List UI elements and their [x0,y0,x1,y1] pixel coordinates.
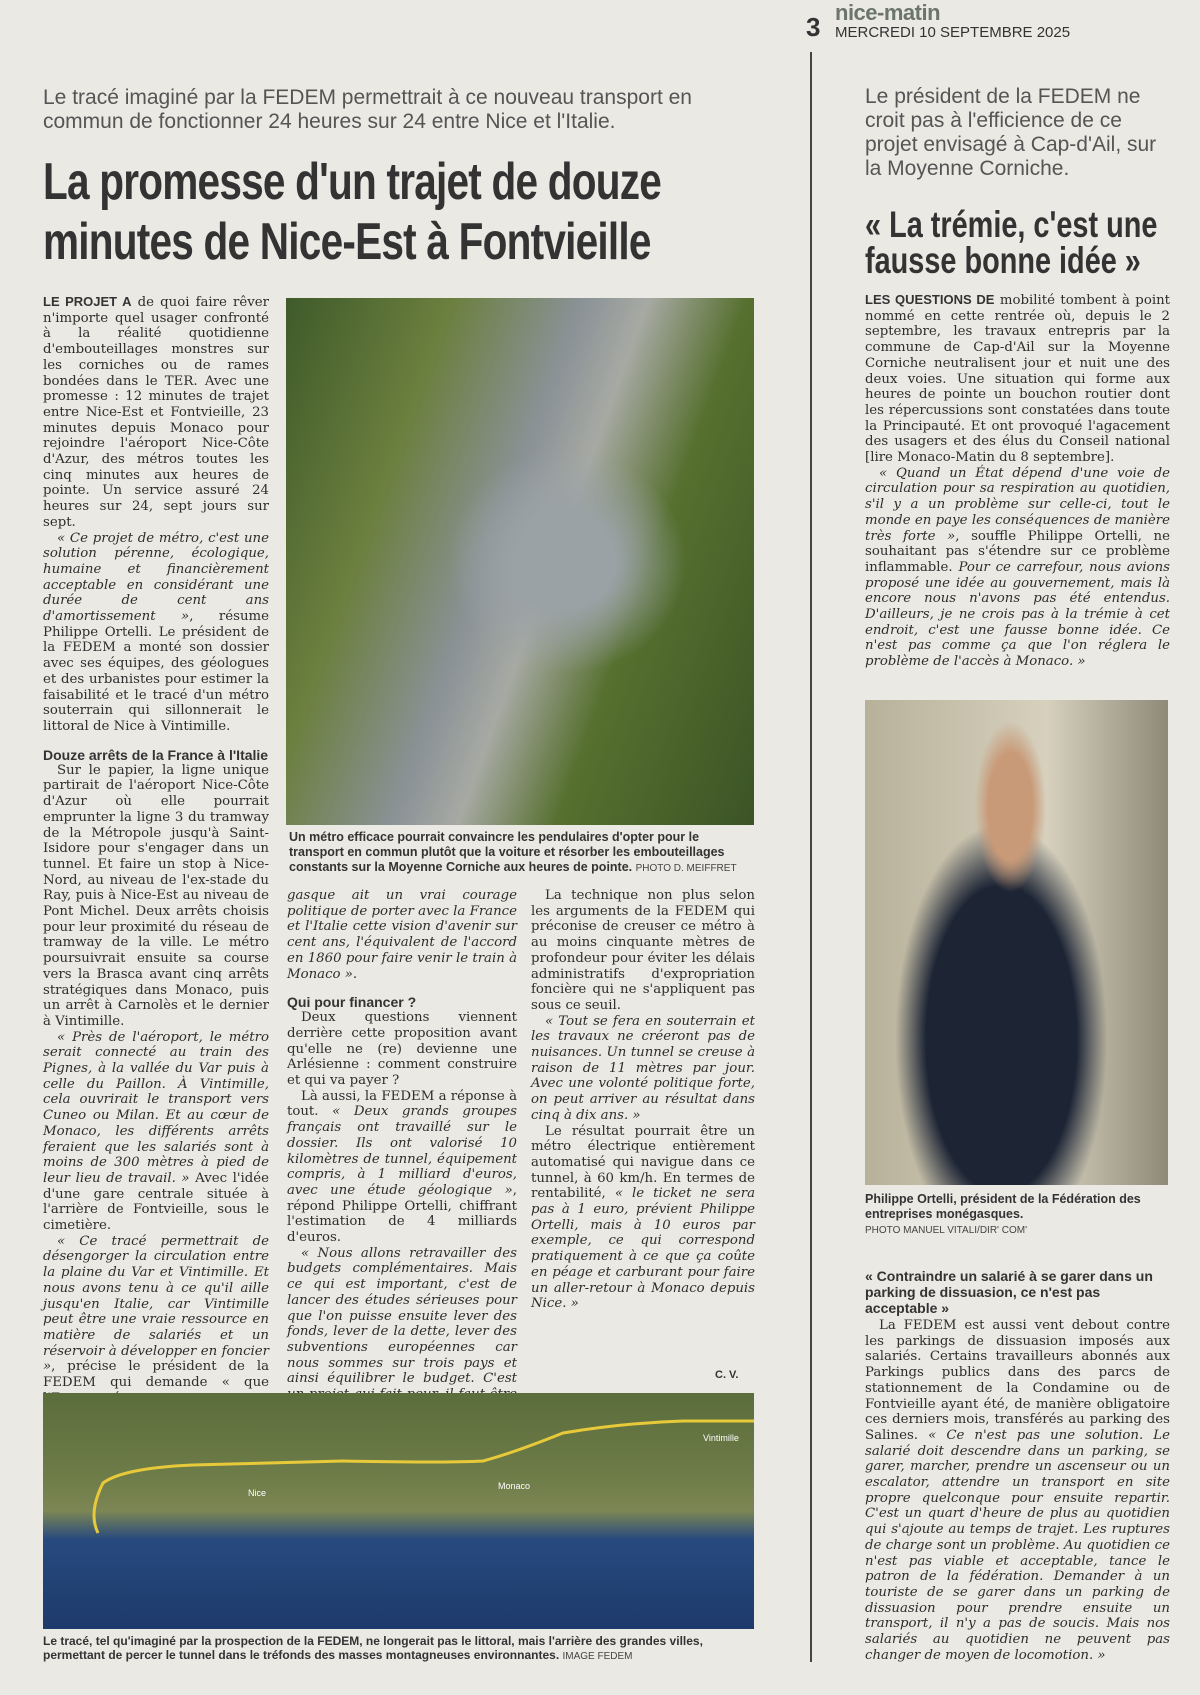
paragraph: Sur le papier, la ligne unique partirait de l'aéroport Nice-Côte d'Azur où elle pourrait emprunter la ligne 3 du tramway de la Métropole jusqu'à Saint-Isidore pour s'engager dans un tunnel. Et faire un stop à Nice-Nord, au niveau de l'ex-stade du Ray, puis à Nice-Est au niveau de Pont Michel. Deux arrêts choisis pour leur proximité du réseau de tramway de la ville. Le métro poursuivrait ensuite sa course vers la Brasca avant cinq arrêts stratégiques dans Monaco, puis un arrêt à Carnolès et le dernier à Vintimille. [43,762,269,1029]
paragraph: Avec l'idée d'une gare centrale située à l'arrière de Fontvieille, sous le cimetière. [43,1170,269,1234]
map-caption: Le tracé, tel qu'imaginé par la prospection de la FEDEM, ne longerait pas le littoral, mais l'arrière des grandes villes, permettant de percer le tunnel dans le tréfonds des masses montagneuses environnantes. IMAGE FEDEM [43,1634,703,1662]
map-label-nice: Nice [248,1488,267,1498]
side-column-bottom: La FEDEM est aussi vent debout contre les parkings de dissuasion imposés aux salariés. Certains travailleurs abonnés aux Parkings publics dans des parcs de stationnement de la Condamine ou de Fontvieille ayant été, de manière obligatoire ces derniers mois, transférés au parking des Salines. « Ce n'est pas une solution. Le salarié doit descendre dans un parking, se garer, marcher, prendre un ascenseur ou un escalator, attendre un transport en site propre quelconque pour ensuite repartir. C'est un quart d'heure de plus au quotidien qui s'ajoute au temps de trajet. Les ruptures de charge sont un problème. Au quotidien ce n'est pas viable et acceptable, tance le patron de la fédération. Demander à un touriste de se garer dans un parking de dissuasion pour prendre ensuite un transport, il n'y a pas de soucis. Mais nos salariés au quotidien ne peuvent pas changer de moyen de locomotion. » [865,1318,1170,1663]
subhead: Douze arrêts de la France à l'Italie [43,746,269,763]
quote: « Près de l'aéroport, le métro serait connecté au train des Pignes, à la vallée du Var puis à celle du Paillon. À Vintimille, cela ouvrirait le transport vers Cuneo ou Milan. Et au cœur de Monaco, les différents arrêts feraient que les salariés sont à moins de 300 mètres à pied de leur lieu de travail. » [43,1029,269,1186]
photo-credit: PHOTO D. MEIFFRET [635,863,737,874]
portrait-photo [865,700,1168,1185]
paragraph: Deux questions viennent derrière cette proposition avant qu'elle ne (re) devienne une Arlésienne : comment construire et qui va payer ? [287,1010,517,1089]
quote: « Ce tracé permettrait de désengorger la circulation entre la plaine du Var et Vintimille. Et nous avons tenu à ce qu'il aille jusqu'en Italie, car Vintimille peut être une vraie ressource en matière de salariés et un réservoir à développer en foncier » [43,1233,269,1375]
paragraph: , résume Philippe Ortelli. Le président de la FEDEM a monté son dossier avec ses équipes, des géologues et des urbanistes pour estimer la faisabilité et le tracé d'un métro souterrain qui sillonnerait le littoral de Nice à Vintimille. [43,609,269,734]
article-column-3: La technique non plus selon les arguments de la FEDEM qui préconise de creuser ce métro à au moins cinquante mètres de profondeur pour éviter les délais administratifs d'expropriation foncière qui ne s'appliquent pas sous ce seuil. « Tout se fera en souterrain et les travaux ne créeront pas de nuisances. Un tunnel se creuse à raison de 11 mètres par jour. Avec une volonté politique forte, on peut arriver au résultat dans cinq à dix ans. » Le résultat pourrait être un métro électrique entièrement automatisé qui navigue dans ce tunnel, à 60 km/h. En termes de rentabilité, « le ticket ne sera pas à 1 euro, prévient Philippe Ortelli, mais à 10 euros par exemple, ce qui correspond pratiquement à ce que ça coûte en péage et carburant pour faire un aller-retour à Monaco depuis Nice. » [531,888,756,1312]
quote: gasque ait un vrai courage politique de porter avec la France et l'Italie cette vision d'avenir sur cent ans, l'équivalent de l'accord en 1860 pour faire venir le train à Monaco ». [287,888,517,982]
paragraph: de quoi faire rêver n'importe quel usager confronté à la réalité quotidienne d'embouteillages monstres sur les corniches ou de rames bondées dans le TER. Avec une promesse : 12 minutes de trajet entre Nice-Est et Fontvieille, 23 minutes depuis Monaco pour rejoindre l'aéroport Nice-Côte d'Azur, des métros toutes les cinq minutes aux heures de pointe. Un service assuré 24 heures sur 24, sept jours sur sept. [43,295,269,530]
quote: « Deux grands groupes français ont travaillé sur le dossier. Ils ont valorisé 10 kilomètres de tunnel, équipement compris, à 1 milliard d'euros, avec une étude géologique » [287,1104,517,1198]
lead-word: LES QUESTIONS DE [865,292,995,307]
issue-date: MERCREDI 10 SEPTEMBRE 2025 [835,24,1071,41]
lead-word: LE PROJET A [43,294,132,309]
traffic-photo [286,298,754,825]
quote: « Ce projet de métro, c'est une solution pérenne, écologique, humaine et financièrement acceptable en considérant une durée de cent ans d'amortissement » [43,530,269,625]
quote: Pour ce carrefour, nous avions proposé une idée au gouvernement, mais là encore nous n'avons pas été entendus. D'ailleurs, je ne crois pas à la trémie à cet endroit, c'est une fausse bonne idée. Ce n'est pas comme ça que l'on réglera le problème de l'accès à Monaco. » [865,559,1170,670]
article-kicker: Le tracé imaginé par la FEDEM permettrait à ce nouveau transport en commun de fonctionner 24 heures sur 24 entre Nice et l'Italie. [43,86,692,133]
map-credit: IMAGE FEDEM [562,1651,633,1662]
side-headline-line-2: fausse bonne idée » [865,240,1141,281]
portrait-caption: Philippe Ortelli, président de la Fédération des entreprises monégasques. PHOTO MANUEL VITALI/DIR' COM' [865,1192,1141,1236]
quote: « Quand un État dépend d'une voie de circulation pour sa respiration au quotidien, s'il y a un problème sur celle-ci, tout le monde en paye les conséquences de manière très forte » [865,465,1170,544]
metro-route-map [43,1393,754,1629]
map-label-monaco: Monaco [498,1481,531,1491]
quote: « Nous allons retravailler des budgets complémentaires. Mais ce qui est important, c'est de lancer des études sérieuses pour que l'on puisse ensuite lever des fonds, lever de la dette, lever des subventions européennes car nous sommes sur trois pays et ainsi équilibrer le budget. C'est [287,1245,517,1387]
quote: « le ticket ne sera pas à 1 euro, prévient Philippe Ortelli, mais à 10 euros par exemple, ce qui correspond pratiquement à ce que ça coûte en péage et carburant pour faire un aller-retour à Monaco depuis Nice. » [531,1186,756,1312]
side-subhead: « Contraindre un salarié à se garer dans un parking de dissuasion, ce n'est pas acceptable » [865,1268,1153,1316]
portrait-credit: PHOTO MANUEL VITALI/DIR' COM' [865,1225,1027,1236]
column-divider [810,52,812,1662]
paragraph: , précise le président de la FEDEM qui demande « que [43,1359,269,1391]
article-column-2: gasque ait un vrai courage politique de porter avec la France et l'Italie cette vision d'avenir sur cent ans, l'équivalent de l'accord en 1860 pour faire venir le train à Monaco ». Qui pour financer ? Deux questions viennent derrière cette proposition avant qu'elle ne (re) devienne une Arlésienne : comment construire et qui va payer ? Là aussi, la FEDEM a réponse à tout. « Deux grands groupes français ont travaillé sur le dossier. Ils ont valorisé 10 kilomètres de tunnel, équipement compris, à 1 milliard d'euros, avec une étude géologique », répond Philippe Ortelli, chiffrant l'estimation de 4 milliards d'euros. « Nous allons retravailler des budgets complémentaires. Mais ce qui est important, c'est de lancer des études sérieuses pour que l'on puisse ensuite lever des fonds, lever de la dette, lever des subventions européennes car nous sommes sur trois pays et ainsi équilibrer le budget. C'est [287,888,517,1383]
side-column-top: LES QUESTIONS DE mobilité tombent à point nommé en cette rentrée où, depuis le 2 septembre, les travaux entrepris par la commune de Cap-d'Ail sur la Moyenne Corniche neutralisent jour et nuit une des deux voies. Une situation qui forme aux heures de pointe un bouchon routier dont les répercussions sont constatées dans toute la Principauté. Et ont provoqué l'agacement des usagers et des élus du Conseil national [lire Monaco-Matin du 8 septembre]. « Quand un État dépend d'une voie de circulation pour sa respiration au quotidien, s'il y a un problème sur celle-ci, tout le monde en paye les conséquences de manière très forte », souffle Philippe Ortelli, ne souhaitant pas s'étendre sur ce problème inflammable. Pour ce carrefour, nous avions proposé une idée au gouvernement, mais là encore nous n'avons pas été entendus. D'ailleurs, je ne crois pas à la trémie à cet endroit, c'est une fausse bonne idée. Ce n'est pas comme ça que l'on réglera le problème de l'accès à Monaco. » [865,292,1170,670]
headline-line-1: La promesse d'un trajet de douze [43,153,662,211]
side-headline-line-1: « La trémie, c'est une [865,204,1158,245]
article-column-1 [43,294,269,1391]
subhead: Qui pour financer ? [287,994,417,1011]
headline-line-2: minutes de Nice-Est à Fontvieille [43,213,651,271]
newspaper-logo: nice-matin [835,0,941,25]
author-signature: C. V. [715,1369,739,1381]
quote: « Ce n'est pas une solution. Le salarié doit descendre dans un parking, se garer, marcher, prendre un ascenseur ou un escalator, attendre un transport en site propre quelconque pour ensuite repartir. C'est un quart d'heure de plus au quotidien qui s'ajoute au temps de trajet. Les ruptures de charge sont un problème. Au quotidien ce n'est pas viable et acceptable, tance le patron de la fédération. Demander à un touriste de se garer dans un parking de dissuasion pour prendre ensuite un transport, il n'y a pas de soucis. Mais nos salariés au quotidien ne peuvent pas changer de moyen de locomotion. » [865,1427,1170,1663]
side-kicker: Le président de la FEDEM ne croit pas à l'efficience de ce projet envisagé à Cap-d'Ail, sur la Moyenne Corniche. [865,85,1157,180]
route-line [43,1393,754,1629]
map-label-vintimille: Vintimille [703,1433,739,1443]
paragraph: La technique non plus selon les arguments de la FEDEM qui préconise de creuser ce métro à au moins cinquante mètres de profondeur pour éviter les délais administratifs d'expropriation foncière qui ne s'appliquent pas sous ce seuil. [531,888,755,1013]
photo-caption: Un métro efficace pourrait convaincre les pendulaires d'opter pour le transport en commun plutôt que la voiture et résorber les embouteillages constants sur la Moyenne Corniche aux heures de pointe. PHOTO D. MEIFFRET [289,830,737,874]
page-number: 3 [806,12,821,42]
quote: « Tout se fera en souterrain et les travaux ne créeront pas de nuisances. Un tunnel se creuse à raison de 11 mètres par jour. Avec une volonté politique forte, on peut arriver au résultat dans cinq à dix ans. » [531,1013,755,1123]
